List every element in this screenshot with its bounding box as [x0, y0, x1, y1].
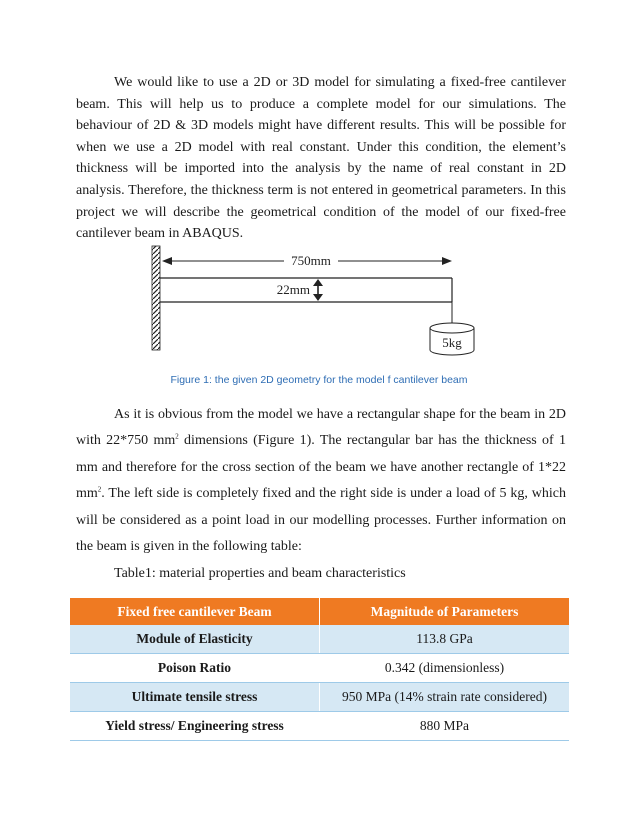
fixed-support-wall [152, 246, 160, 350]
table-header-cell: Fixed free cantilever Beam [70, 598, 320, 625]
length-arrowhead-left [162, 257, 172, 265]
property-name: Poison Ratio [70, 654, 320, 683]
table-row [70, 712, 569, 741]
height-arrowhead-top [313, 279, 323, 286]
material-properties-table [70, 598, 569, 741]
figure-caption: Figure 1: the given 2D geometry for the model f cantilever beam [170, 374, 468, 386]
property-value: 880 MPa [320, 712, 570, 741]
paragraph-part-2: dimensions (Figure 1). The rectangular bar has the thickness of 1 mm and therefore for the cross section of the beam we have another rectangle of 1*22 mm [76, 433, 566, 502]
load-label: 5kg [442, 335, 462, 350]
length-arrowhead-right [442, 257, 452, 265]
property-value: 113.8 GPa [320, 625, 570, 654]
table-row [70, 654, 569, 683]
property-name: Ultimate tensile stress [70, 683, 320, 712]
property-name: Yield stress/ Engineering stress [70, 712, 320, 741]
table-row [70, 625, 569, 654]
property-value: 0.342 (dimensionless) [320, 654, 570, 683]
table-caption: Table1: material properties and beam characteristics [114, 566, 406, 581]
table-header-cell: Magnitude of Parameters [320, 598, 570, 625]
height-arrowhead-bottom [313, 294, 323, 301]
superscript-2: 2 [175, 432, 179, 441]
paragraph-part-3: . The left side is completely fixed and the right side is under a load of 5 kg, which will be considered as a point load in our modelling processes. Further information on the beam is given in the following table: [76, 486, 566, 555]
intro-paragraph: We would like to use a 2D or 3D model for simulating a fixed-free cantilever beam. This will help us to produce a complete model for our simulations. The behaviour of 2D & 3D models might have different results. This will be possible for when we use a 2D model with real constant. Under this condition, the element’s thickness will be imported into the analysis by the name of real constant in 2D analysis. Therefore, the thickness term is not entered in geometrical parameters. In this project we will describe the geometrical condition of the model of our fixed-free cantilever beam in ABAQUS. [76, 75, 566, 242]
beam-description-paragraph [76, 402, 566, 560]
paragraph-part-1: As it is obvious from the model we have a rectangular shape for the beam in 2D with 22*750 mm [76, 407, 566, 449]
property-value: 950 MPa (14% strain rate considered) [320, 683, 570, 712]
length-label: 750mm [291, 253, 331, 268]
superscript-2: 2 [97, 485, 102, 494]
cantilever-beam-figure [148, 244, 488, 364]
table-header-row [70, 598, 569, 625]
table-row [70, 683, 569, 712]
height-label: 22mm [276, 282, 310, 297]
property-name: Module of Elasticity [70, 625, 320, 654]
